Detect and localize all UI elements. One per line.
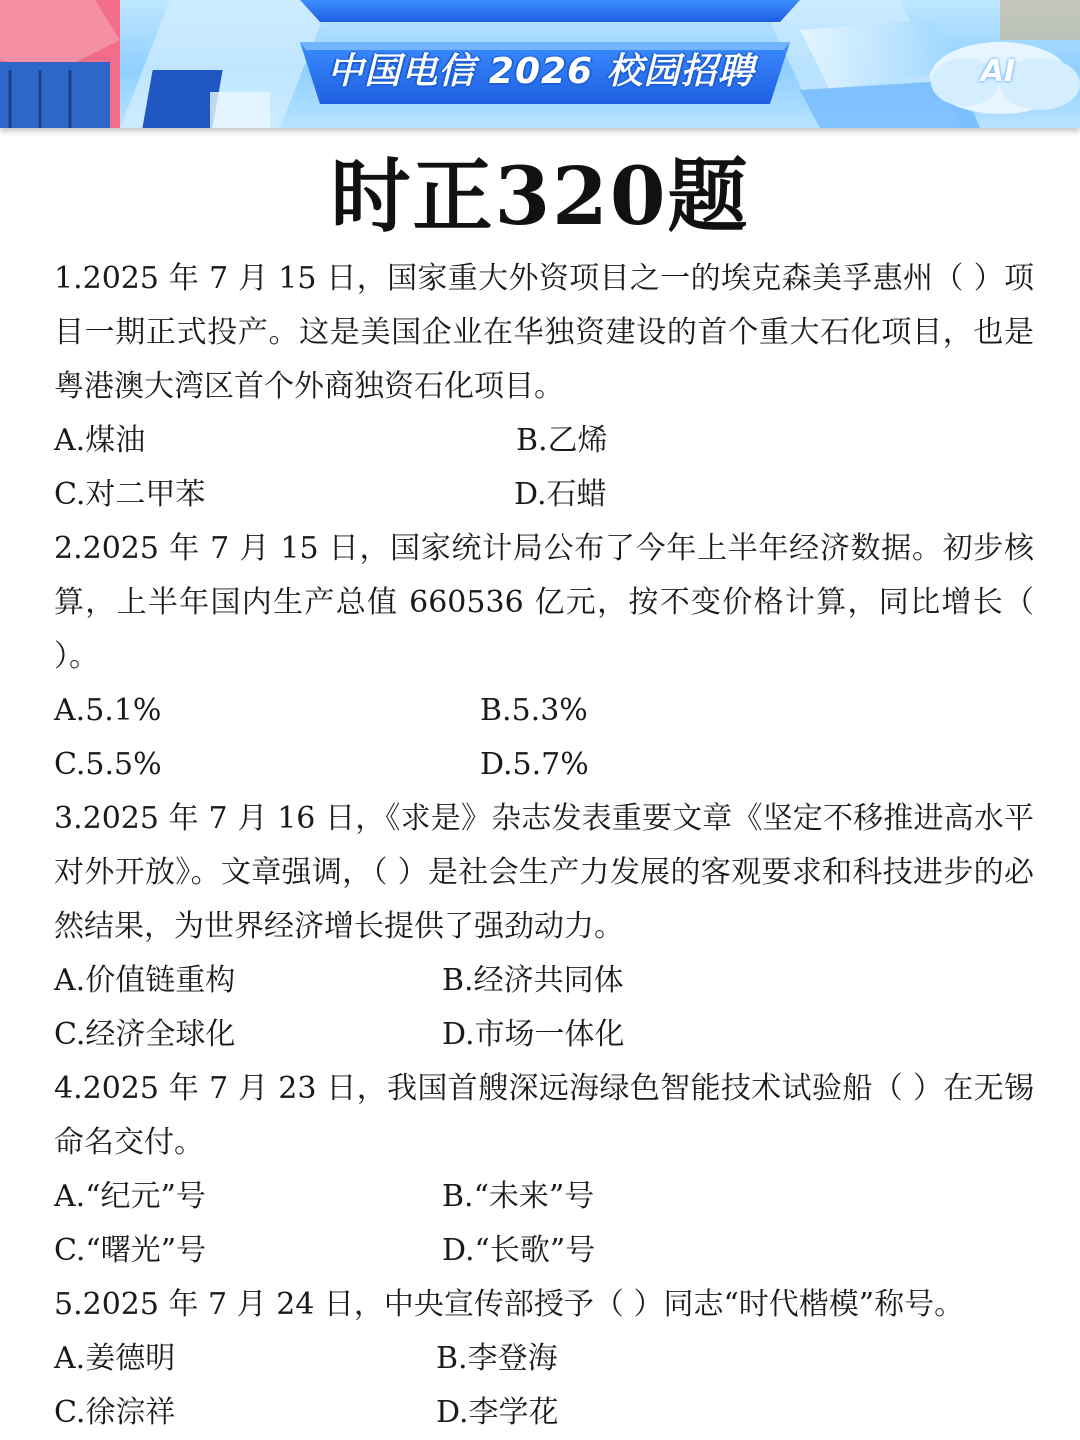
option-row xyxy=(54,1386,1034,1440)
option-row xyxy=(54,684,1034,738)
option-d[interactable]: D.市场一体化 xyxy=(442,1017,625,1052)
question-3 xyxy=(54,792,1034,1062)
question-stem: 4.2025 年 7 月 23 日，我国首艘深远海绿色智能技术试验船（ ）在无锡命名交付。 xyxy=(54,1071,1034,1160)
option-b[interactable]: B.乙烯 xyxy=(516,423,608,458)
question-5 xyxy=(54,1278,1034,1440)
question-stem: 5.2025 年 7 月 24 日，中央宣传部授予（ ）同志“时代楷模”称号。 xyxy=(54,1287,965,1322)
question-stem: 2.2025 年 7 月 15 日，国家统计局公布了今年上半年经济数据。初步核算，上半年国内生产总值 660536 亿元，按不变价格计算，同比增长（ ）。 xyxy=(54,531,1034,674)
question-list xyxy=(54,252,1034,1440)
option-a[interactable]: A.煤油 xyxy=(54,423,146,458)
option-row xyxy=(54,468,1034,522)
question-stem: 1.2025 年 7 月 15 日，国家重大外资项目之一的埃克森美孚惠州（ ）项目一期正式投产。这是美国企业在华独资建设的首个重大石化项目，也是粤港澳大湾区首个外商独资石化项目。 xyxy=(54,261,1034,404)
option-c[interactable]: C.经济全球化 xyxy=(54,1017,236,1052)
option-d[interactable]: D.李学花 xyxy=(436,1395,559,1430)
banner-subtitle: 中国电信 2026 校园招聘 xyxy=(327,51,755,92)
page-title: 时正320题 xyxy=(330,149,750,243)
option-b[interactable]: B.经济共同体 xyxy=(442,963,624,998)
option-c[interactable]: C.“曙光”号 xyxy=(54,1233,207,1268)
option-row xyxy=(54,1170,1034,1224)
option-row xyxy=(54,738,1034,792)
option-c[interactable]: C.对二甲苯 xyxy=(54,477,206,512)
ai-badge: AI xyxy=(980,54,1016,89)
option-d[interactable]: D.“长歌”号 xyxy=(442,1233,596,1268)
question-2 xyxy=(54,522,1034,792)
option-b[interactable]: B.5.3% xyxy=(480,693,588,728)
option-a[interactable]: A.“纪元”号 xyxy=(54,1179,206,1214)
option-b[interactable]: B.李登海 xyxy=(436,1341,558,1376)
option-b[interactable]: B.“未来”号 xyxy=(442,1179,595,1214)
question-stem: 3.2025 年 7 月 16 日，《求是》杂志发表重要文章《坚定不移推进高水平对外开放》。文章强调，（ ）是社会生产力发展的客观要求和科技进步的必然结果，为世界经济增长提供了强劲动力。 xyxy=(54,801,1034,944)
option-row xyxy=(54,1332,1034,1386)
option-a[interactable]: A.姜德明 xyxy=(54,1341,176,1376)
option-a[interactable]: A.价值链重构 xyxy=(54,963,236,998)
option-row xyxy=(54,954,1034,1008)
option-c[interactable]: C.5.5% xyxy=(54,747,162,782)
question-4 xyxy=(54,1062,1034,1278)
option-row xyxy=(54,1008,1034,1062)
option-d[interactable]: D.石蜡 xyxy=(514,477,607,512)
header-banner xyxy=(0,0,1080,128)
option-d[interactable]: D.5.7% xyxy=(480,747,589,782)
option-row xyxy=(54,414,1034,468)
option-row xyxy=(54,1224,1034,1278)
option-c[interactable]: C.徐淙祥 xyxy=(54,1395,176,1430)
option-a[interactable]: A.5.1% xyxy=(54,693,162,728)
question-1 xyxy=(54,252,1034,522)
